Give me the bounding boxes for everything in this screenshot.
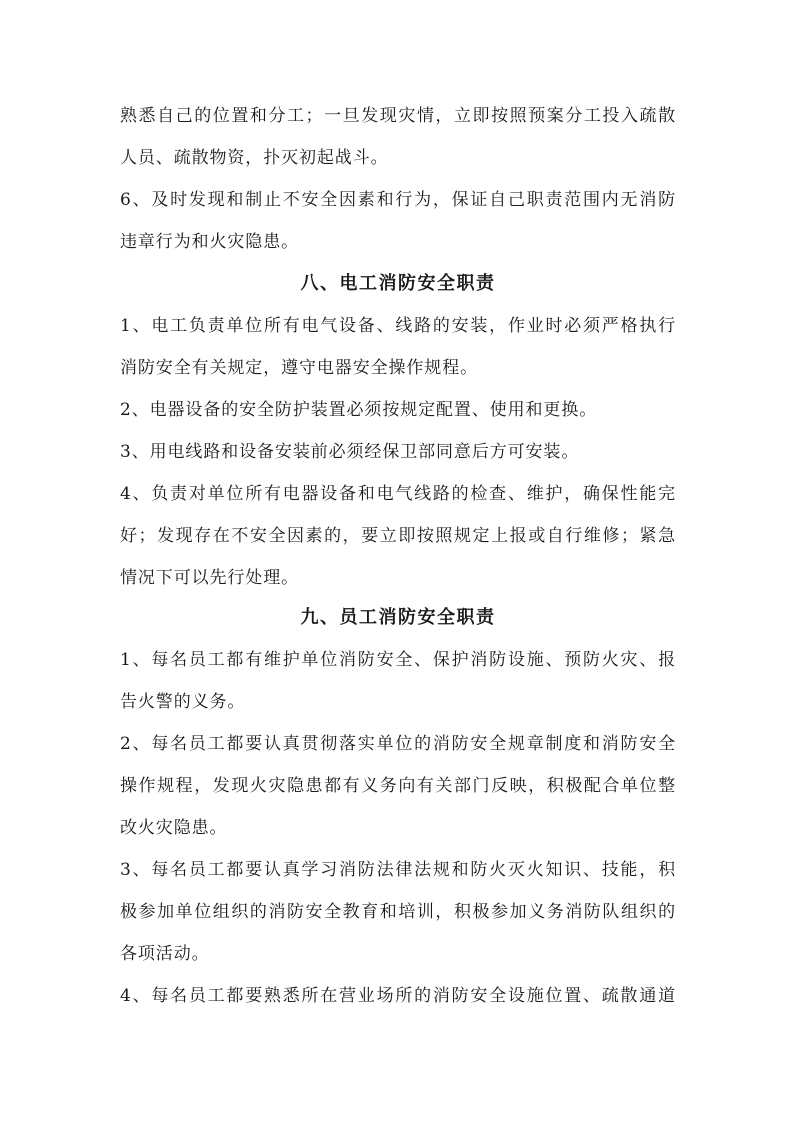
text-line: 告火警的义务。 <box>120 692 246 712</box>
text-line: 3、用电线路和设备安装前必须经保卫部同意后方可安装。 <box>120 442 580 462</box>
text-line: 好；发现存在不安全因素的，要立即按照规定上报或自行维修；紧急 <box>120 526 676 546</box>
text-line: 1、电工负责单位所有电气设备、线路的安装，作业时必须严格执行 <box>120 316 676 336</box>
text-line: 各项活动。 <box>120 944 210 964</box>
text-line: 2、每名员工都要认真贯彻落实单位的消防安全规章制度和消防安全 <box>120 734 676 754</box>
text-line: 违章行为和火灾隐患。 <box>120 232 299 252</box>
text-line: 极参加单位组织的消防安全教育和培训，积极参加义务消防队组织的 <box>120 902 676 922</box>
text-line: 消防安全有关规定，遵守电器安全操作规程。 <box>120 358 478 378</box>
text-line: 改火灾隐患。 <box>120 818 228 838</box>
section-heading-staff: 九、员工消防安全职责 <box>300 607 496 628</box>
text-line: 熟悉自己的位置和分工；一旦发现灾情，立即按照预案分工投入疏散 <box>120 106 676 126</box>
text-line: 1、每名员工都有维护单位消防安全、保护消防设施、预防火灾、报 <box>120 650 676 670</box>
text-line: 3、每名员工都要认真学习消防法律法规和防火灭火知识、技能，积 <box>120 860 676 880</box>
text-line: 人员、疏散物资，扑灭初起战斗。 <box>120 148 389 168</box>
text-line: 情况下可以先行处理。 <box>120 568 299 588</box>
text-line: 4、每名员工都要熟悉所在营业场所的消防安全设施位置、疏散通道 <box>120 986 676 1006</box>
text-line: 6、及时发现和制止不安全因素和行为，保证自己职责范围内无消防 <box>120 190 676 210</box>
section-heading-electrician: 八、电工消防安全职责 <box>300 273 496 294</box>
text-line: 操作规程，发现火灾隐患都有义务向有关部门反映，积极配合单位整 <box>120 776 676 796</box>
text-line: 2、电器设备的安全防护装置必须按规定配置、使用和更换。 <box>120 400 598 420</box>
text-line: 4、负责对单位所有电器设备和电气线路的检查、维护，确保性能完 <box>120 484 676 504</box>
